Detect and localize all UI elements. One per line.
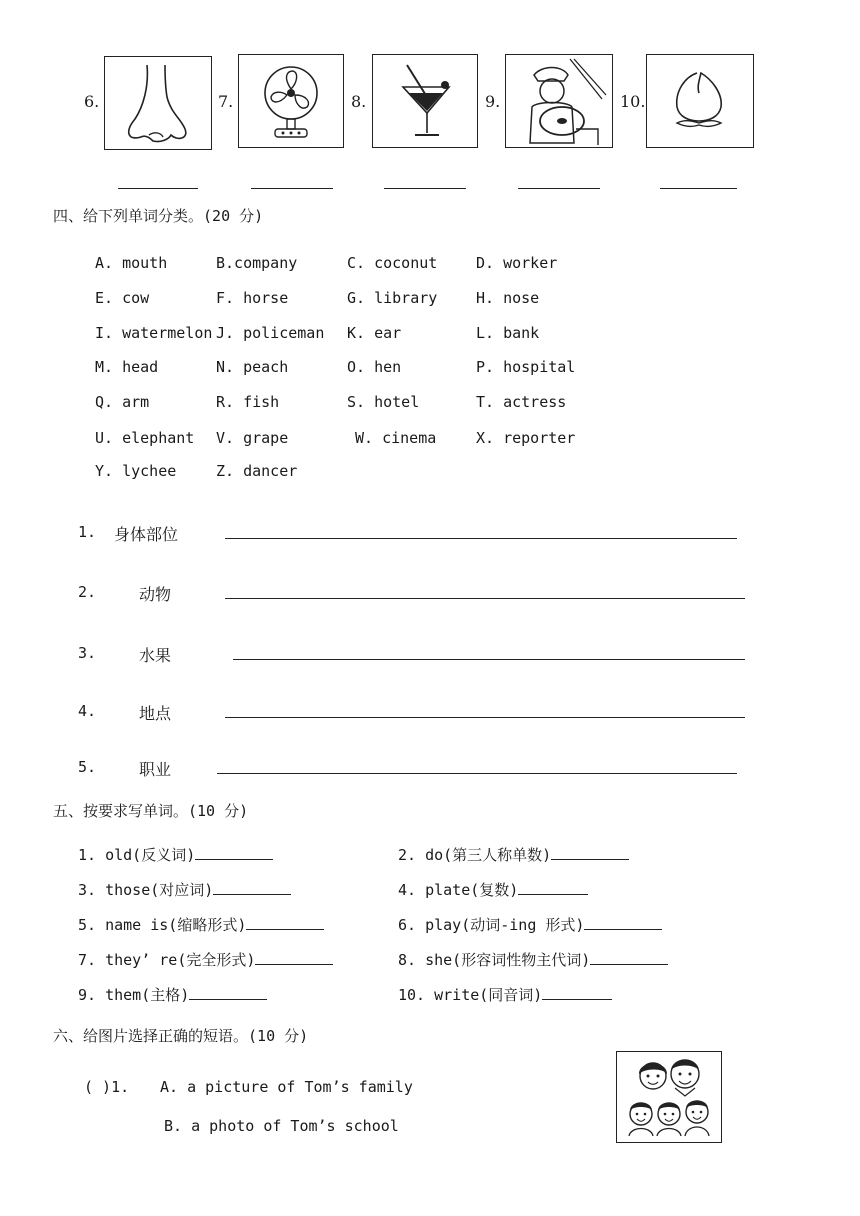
- option-b: B. a photo of Tom’s school: [164, 1117, 399, 1135]
- word-item: O. hen: [347, 358, 402, 376]
- word-item: Z. dancer: [216, 462, 298, 480]
- family-picture: [616, 1051, 722, 1143]
- word-item: I. watermelon: [95, 324, 213, 342]
- word-item: F. horse: [216, 289, 289, 307]
- word-form-item: 6. play(动词-ing 形式): [398, 916, 585, 934]
- answer-blank[interactable]: [518, 880, 588, 895]
- word-item: W. cinema: [355, 429, 437, 447]
- word-item: Q. arm: [95, 393, 150, 411]
- answer-bracket[interactable]: ( )1.: [84, 1078, 130, 1096]
- category-answer-line[interactable]: [233, 659, 745, 660]
- category-label: 职业: [139, 760, 172, 779]
- word-form-item: 3. those(对应词): [78, 881, 214, 899]
- word-item: G. library: [347, 289, 438, 307]
- word-form-item: 4. plate(复数): [398, 881, 519, 899]
- picture-number: 9.: [485, 92, 501, 111]
- category-number: 5.: [78, 758, 97, 776]
- family-icon: [617, 1052, 721, 1142]
- nose-icon: [105, 57, 211, 149]
- category-label: 水果: [139, 646, 172, 665]
- word-item: L. bank: [476, 324, 540, 342]
- word-item: K. ear: [347, 324, 402, 342]
- nose-picture: [104, 56, 212, 150]
- category-label: 地点: [139, 704, 172, 723]
- category-label: 动物: [139, 585, 172, 604]
- word-form-item: 10. write(同音词): [398, 986, 543, 1004]
- section-6-title: 六、给图片选择正确的短语。(10 分): [53, 1027, 309, 1045]
- word-item: D. worker: [476, 254, 558, 272]
- word-item: A. mouth: [95, 254, 168, 272]
- answer-blank[interactable]: [518, 188, 600, 189]
- answer-blank[interactable]: [118, 188, 198, 189]
- word-item: X. reporter: [476, 429, 576, 447]
- peach-icon: [647, 55, 753, 147]
- answer-blank[interactable]: [251, 188, 333, 189]
- word-form-item: 2. do(第三人称单数): [398, 846, 552, 864]
- picture-number: 7.: [218, 92, 234, 111]
- category-number: 1.: [78, 523, 97, 541]
- word-item: S. hotel: [347, 393, 420, 411]
- word-item: E. cow: [95, 289, 150, 307]
- word-item: V. grape: [216, 429, 289, 447]
- cocktail-icon: [373, 55, 477, 147]
- word-item: R. fish: [216, 393, 280, 411]
- word-form-item: 5. name is(缩略形式): [78, 916, 247, 934]
- driver-picture: [505, 54, 613, 148]
- word-item: P. hospital: [476, 358, 576, 376]
- word-form-item: 8. she(形容词性物主代词): [398, 951, 591, 969]
- peach-picture: [646, 54, 754, 148]
- category-answer-line[interactable]: [225, 717, 745, 718]
- answer-blank[interactable]: [246, 915, 324, 930]
- answer-blank[interactable]: [213, 880, 291, 895]
- driver-icon: [506, 55, 612, 147]
- word-item: Y. lychee: [95, 462, 177, 480]
- word-item: T. actress: [476, 393, 567, 411]
- fan-icon: [239, 55, 343, 147]
- word-item: U. elephant: [95, 429, 195, 447]
- cocktail-picture: [372, 54, 478, 148]
- fan-picture: [238, 54, 344, 148]
- word-item: H. nose: [476, 289, 540, 307]
- answer-blank[interactable]: [551, 845, 629, 860]
- word-item: N. peach: [216, 358, 289, 376]
- answer-blank[interactable]: [189, 985, 267, 1000]
- category-answer-line[interactable]: [225, 538, 737, 539]
- picture-number: 6.: [84, 92, 100, 111]
- section-5-title: 五、按要求写单词。(10 分): [53, 802, 249, 820]
- category-number: 4.: [78, 702, 97, 720]
- word-form-item: 9. them(主格): [78, 986, 190, 1004]
- word-form-item: 7. they’ re(完全形式): [78, 951, 256, 969]
- answer-blank[interactable]: [195, 845, 273, 860]
- option-a: A. a picture of Tom’s family: [160, 1078, 413, 1096]
- category-number: 2.: [78, 583, 97, 601]
- answer-blank[interactable]: [384, 188, 466, 189]
- category-label: 身体部位: [114, 525, 179, 544]
- section-4-title: 四、给下列单词分类。(20 分): [53, 207, 264, 225]
- answer-blank[interactable]: [590, 950, 668, 965]
- picture-number: 8.: [351, 92, 367, 111]
- answer-blank[interactable]: [660, 188, 737, 189]
- word-form-item: 1. old(反义词): [78, 846, 196, 864]
- answer-blank[interactable]: [584, 915, 662, 930]
- word-item: C. coconut: [347, 254, 438, 272]
- answer-blank[interactable]: [542, 985, 612, 1000]
- word-item: B.company: [216, 254, 298, 272]
- picture-number: 10.: [620, 92, 646, 111]
- answer-blank[interactable]: [255, 950, 333, 965]
- word-item: J. policeman: [216, 324, 325, 342]
- category-answer-line[interactable]: [217, 773, 737, 774]
- category-number: 3.: [78, 644, 97, 662]
- category-answer-line[interactable]: [225, 598, 745, 599]
- word-item: M. head: [95, 358, 159, 376]
